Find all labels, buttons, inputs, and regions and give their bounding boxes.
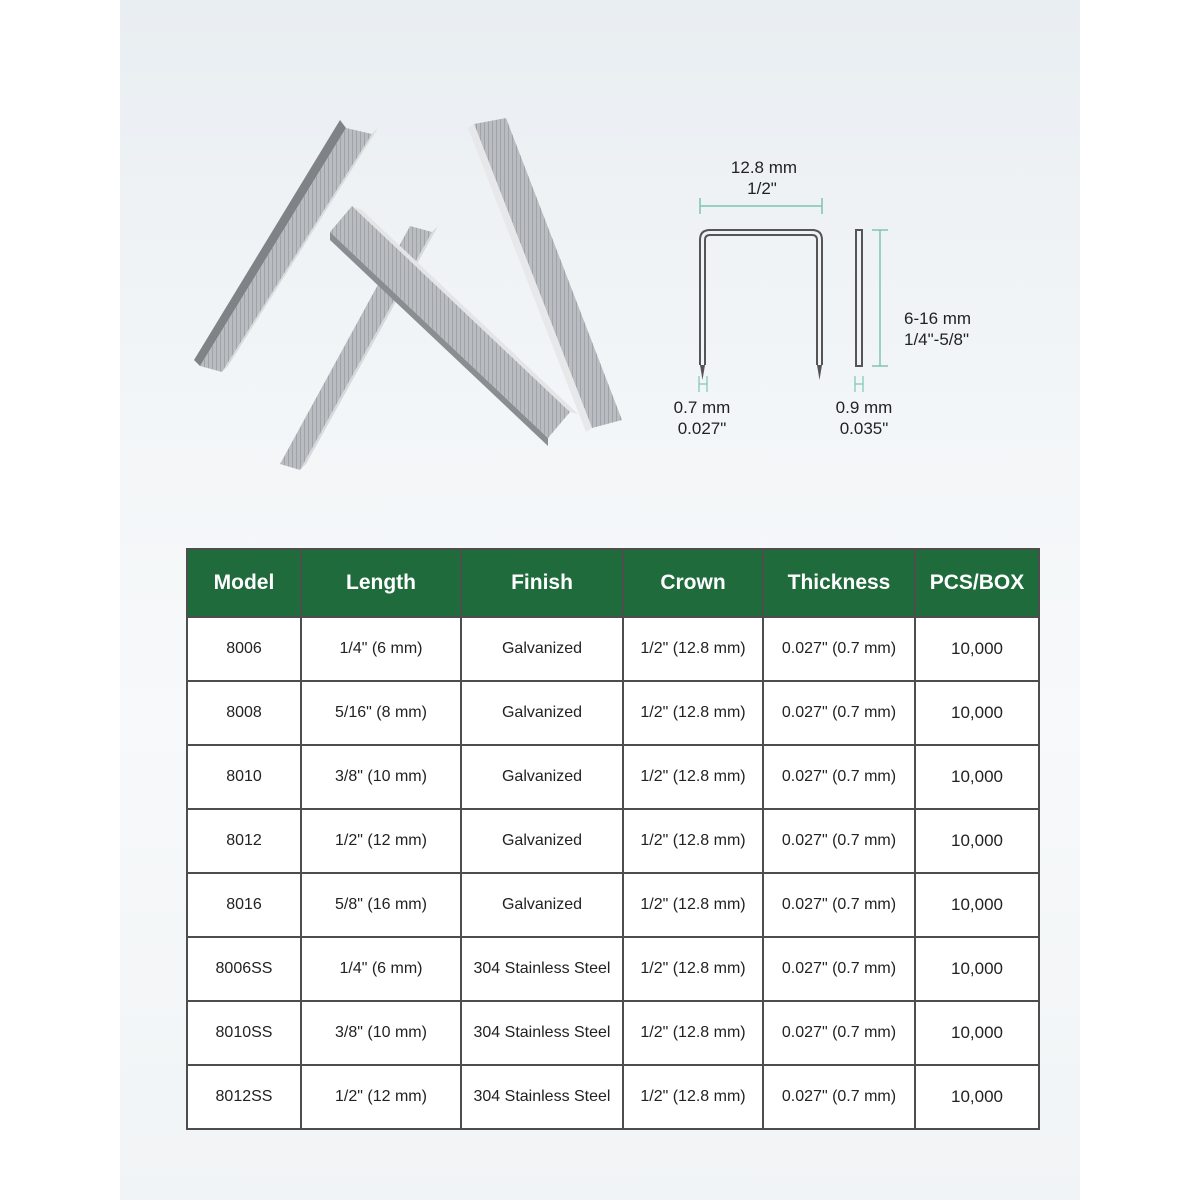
cell-thickness: 0.027" (0.7 mm) (763, 617, 915, 681)
table-row (187, 873, 1039, 937)
table-row (187, 745, 1039, 809)
header-pcs-box: PCS/BOX (915, 549, 1039, 617)
cell-pcs-box: 10,000 (915, 937, 1039, 1001)
cell-crown: 1/2" (12.8 mm) (623, 1065, 763, 1129)
cell-thickness: 0.027" (0.7 mm) (763, 1065, 915, 1129)
cell-length: 3/8" (10 mm) (301, 1001, 461, 1065)
wire-width-inch-label: 0.027" (677, 419, 727, 438)
cell-pcs-box: 10,000 (915, 1065, 1039, 1129)
wire-depth-mm-label: 0.9 mm (835, 398, 893, 417)
cell-thickness: 0.027" (0.7 mm) (763, 937, 915, 1001)
cell-pcs-box: 10,000 (915, 681, 1039, 745)
cell-thickness: 0.027" (0.7 mm) (763, 809, 915, 873)
leg-length-mm-label: 6-16 mm (904, 309, 972, 328)
table-row (187, 937, 1039, 1001)
staple-side-view (856, 230, 862, 366)
staple-illustration (0, 0, 1200, 520)
header-finish: Finish (461, 549, 623, 617)
cell-thickness: 0.027" (0.7 mm) (763, 1001, 915, 1065)
cell-pcs-box: 10,000 (915, 873, 1039, 937)
crown-inch-label: 1/2" (747, 179, 777, 198)
cell-thickness: 0.027" (0.7 mm) (763, 681, 915, 745)
staple-front-view (700, 230, 822, 380)
cell-finish: Galvanized (461, 745, 623, 809)
table-row (187, 617, 1039, 681)
cell-length: 1/4" (6 mm) (301, 617, 461, 681)
cell-model: 8012 (187, 809, 301, 873)
table-row (187, 1065, 1039, 1129)
header-crown: Crown (623, 549, 763, 617)
cell-pcs-box: 10,000 (915, 617, 1039, 681)
cell-length: 5/16" (8 mm) (301, 681, 461, 745)
crown-dimension-line (700, 198, 822, 214)
cell-finish: Galvanized (461, 617, 623, 681)
cell-model: 8008 (187, 681, 301, 745)
wire-width-mm-label: 0.7 mm (673, 398, 731, 417)
cell-model: 8016 (187, 873, 301, 937)
header-model: Model (187, 549, 301, 617)
cell-length: 1/2" (12 mm) (301, 809, 461, 873)
table-row (187, 1001, 1039, 1065)
crown-mm-label: 12.8 mm (730, 158, 798, 177)
cell-length: 1/4" (6 mm) (301, 937, 461, 1001)
table-row (187, 681, 1039, 745)
cell-crown: 1/2" (12.8 mm) (623, 873, 763, 937)
cell-model: 8006SS (187, 937, 301, 1001)
cell-finish: 304 Stainless Steel (461, 1065, 623, 1129)
header-length: Length (301, 549, 461, 617)
cell-finish: 304 Stainless Steel (461, 937, 623, 1001)
cell-pcs-box: 10,000 (915, 809, 1039, 873)
cell-crown: 1/2" (12.8 mm) (623, 681, 763, 745)
cell-model: 8012SS (187, 1065, 301, 1129)
spec-table (186, 548, 1040, 1130)
cell-model: 8006 (187, 617, 301, 681)
wire-depth-inch-label: 0.035" (839, 419, 889, 438)
cell-length: 5/8" (16 mm) (301, 873, 461, 937)
cell-finish: Galvanized (461, 809, 623, 873)
table-row (187, 809, 1039, 873)
cell-model: 8010SS (187, 1001, 301, 1065)
cell-finish: Galvanized (461, 681, 623, 745)
leg-length-dimension-line (872, 230, 888, 366)
table-header-row (187, 549, 1039, 617)
cell-length: 3/8" (10 mm) (301, 745, 461, 809)
cell-model: 8010 (187, 745, 301, 809)
cell-pcs-box: 10,000 (915, 1001, 1039, 1065)
cell-finish: Galvanized (461, 873, 623, 937)
leg-length-inch-label: 1/4"-5/8" (904, 330, 969, 349)
wire-depth-marker (855, 376, 863, 392)
cell-finish: 304 Stainless Steel (461, 1001, 623, 1065)
cell-crown: 1/2" (12.8 mm) (623, 1001, 763, 1065)
cell-pcs-box: 10,000 (915, 745, 1039, 809)
cell-crown: 1/2" (12.8 mm) (623, 937, 763, 1001)
header-thickness: Thickness (763, 549, 915, 617)
wire-width-marker (699, 376, 707, 392)
cell-thickness: 0.027" (0.7 mm) (763, 873, 915, 937)
cell-thickness: 0.027" (0.7 mm) (763, 745, 915, 809)
cell-crown: 1/2" (12.8 mm) (623, 745, 763, 809)
cell-length: 1/2" (12 mm) (301, 1065, 461, 1129)
cell-crown: 1/2" (12.8 mm) (623, 809, 763, 873)
cell-crown: 1/2" (12.8 mm) (623, 617, 763, 681)
